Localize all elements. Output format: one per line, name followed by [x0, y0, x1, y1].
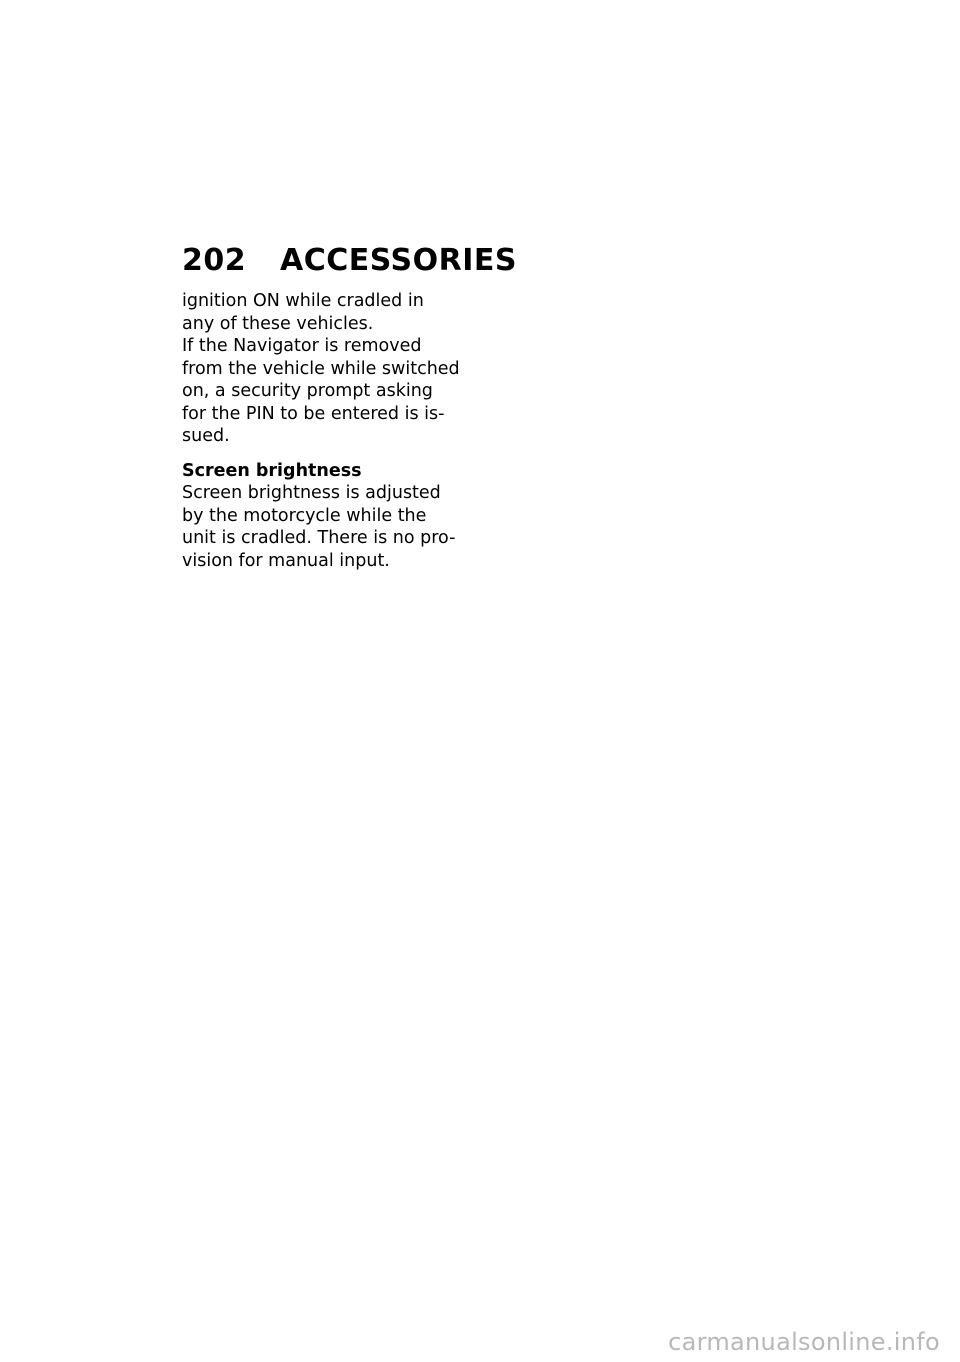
section-title: ACCESSORIES — [280, 242, 517, 278]
text-line: by the motorcycle while the — [182, 505, 427, 526]
text-line: any of these vehicles. — [182, 313, 374, 334]
paragraph-spacer — [182, 448, 462, 460]
text-line: Screen brightness is adjusted — [182, 483, 441, 503]
page-number: 202 — [182, 242, 247, 278]
paragraph-screen-brightness — [182, 482, 462, 572]
text-line: unit is cradled. There is no pro- — [182, 528, 456, 548]
text-line: from the vehicle while switched — [182, 358, 460, 379]
text-line: for the PIN to be entered is is- — [182, 403, 445, 424]
text-line: sued. — [182, 426, 230, 446]
text-line: If the Navigator is removed — [182, 336, 422, 356]
watermark: carmanualsonline.info — [668, 1328, 940, 1356]
text-line: on, a security prompt asking — [182, 381, 433, 401]
text-line: vision for manual input. — [182, 550, 390, 571]
paragraph-cradle-ignition — [182, 290, 462, 335]
paragraph-security-prompt — [182, 335, 462, 448]
subheading-screen-brightness: Screen brightness — [182, 460, 362, 481]
text-line: ignition ON while cradled in — [182, 291, 424, 311]
body-text-column — [182, 290, 462, 572]
page-header — [182, 240, 517, 280]
